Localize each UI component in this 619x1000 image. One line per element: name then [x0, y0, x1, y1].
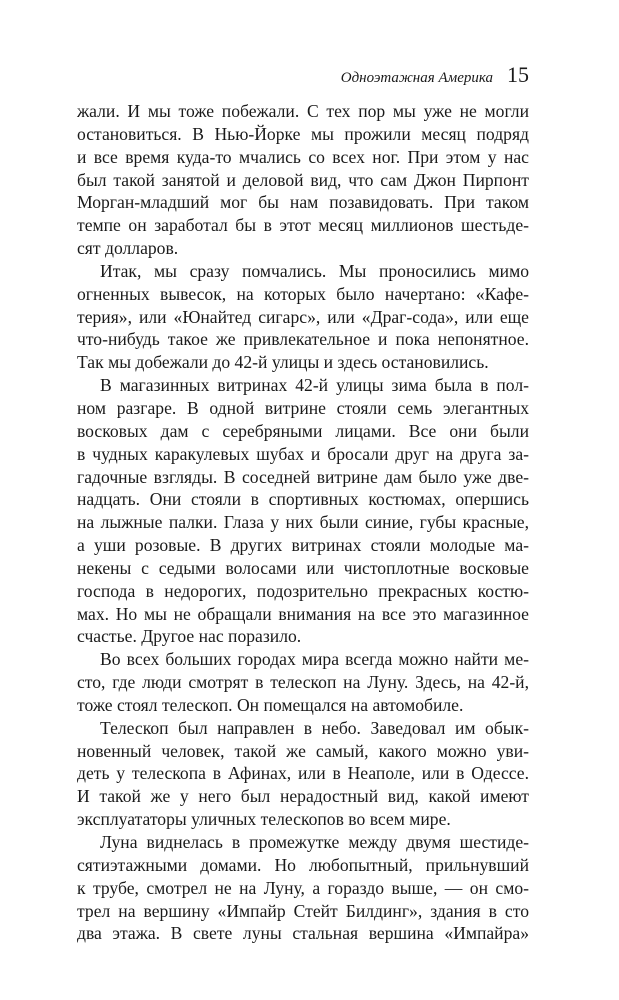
body-text: [77, 100, 529, 945]
text-line: ном разгаре. В одной витрине стояли семь элегантных: [77, 397, 529, 418]
text-line: огненных вывесок, на которых было начертано: «Кафе-: [77, 283, 529, 304]
text-line: а уши розовые. В других витринах стояли молодые ма-: [77, 535, 529, 556]
text-line: трел на вершину «Импайр Стейт Билдинг», здания в сто: [77, 900, 529, 921]
text-line: Во всех больших городах мира всегда можно найти ме-: [100, 649, 529, 670]
text-line: восковых дам с серебряными лицами. Все они были: [77, 420, 529, 441]
text-line: и все время куда-то мчались со всех ног. При этом у нас: [77, 146, 529, 167]
text-line: новенный человек, такой же самый, какого можно уви-: [77, 740, 529, 761]
text-line: Телескоп был направлен в небо. Заведовал им обык-: [100, 717, 529, 738]
text-line: эксплуататоры уличных телескопов во всем мире.: [77, 809, 451, 830]
text-line: господа в недорогих, подозрительно прекрасных костю-: [77, 580, 529, 601]
text-line: терия», или «Юнайтед сигарс», или «Драг-сода», или еще: [77, 306, 529, 327]
running-header: [78, 62, 529, 92]
text-line: Морган-младший мог бы нам позавидовать. При таком: [77, 192, 529, 213]
text-line: в чудных каракулевых шубах и бросали друг на друга за-: [77, 443, 529, 464]
text-line: на лыжные палки. Глаза у них были синие, губы красные,: [77, 512, 529, 533]
text-line: деть у телескопа в Афинах, или в Неаполе, или в Одессе.: [77, 763, 529, 784]
text-line: что-нибудь такое же привлекательное и пока непонятное.: [77, 329, 529, 350]
text-line: темпе он заработал бы в этот месяц миллионов шестьде-: [77, 215, 529, 236]
text-line: надцать. Они стояли в спортивных костюмах, опершись: [77, 489, 529, 510]
page-number: 15: [507, 62, 529, 87]
text-line: был такой занятой и деловой вид, что сам Джон Пирпонт: [77, 169, 529, 190]
running-title: Одноэтажная Америка: [340, 70, 493, 86]
text-line: тоже стоял телескоп. Он помещался на автомобиле.: [77, 694, 464, 715]
text-line: жали. И мы тоже побежали. С тех пор мы уже не могли: [77, 101, 529, 121]
text-line: мах. Но мы не обращали внимания на все это магазинное: [77, 603, 529, 624]
text-line: сят долларов.: [77, 238, 179, 259]
text-line: некены с седыми волосами или чистоплотные восковые: [77, 557, 529, 578]
text-line: два этажа. В свете луны стальная вершина «Импайра»: [77, 923, 529, 944]
text-line: Итак, мы сразу помчались. Мы проносились мимо: [100, 260, 529, 281]
text-line: сятиэтажными домами. Но любопытный, прильнувший: [77, 854, 529, 875]
text-line: счастье. Другое нас поразило.: [77, 626, 302, 647]
text-line: к трубе, смотрел не на Луну, а гораздо выше, — он смо-: [77, 877, 529, 898]
text-line: остановиться. В Нью-Йорке мы прожили месяц подряд: [77, 123, 529, 144]
text-line: Луна виднелась в промежутке между двумя шестиде-: [100, 832, 529, 852]
text-line: гадочные взгляды. В соседней витрине дам было уже две-: [77, 466, 529, 487]
text-line: сто, где люди смотрят в телескоп на Луну. Здесь, на 42-й,: [77, 672, 529, 693]
text-line: Так мы добежали до 42-й улицы и здесь остановились.: [77, 352, 489, 373]
text-line: В магазинных витринах 42-й улицы зима была в пол-: [100, 375, 529, 396]
text-line: И такой же у него был нерадостный вид, какой имеют: [77, 786, 529, 807]
